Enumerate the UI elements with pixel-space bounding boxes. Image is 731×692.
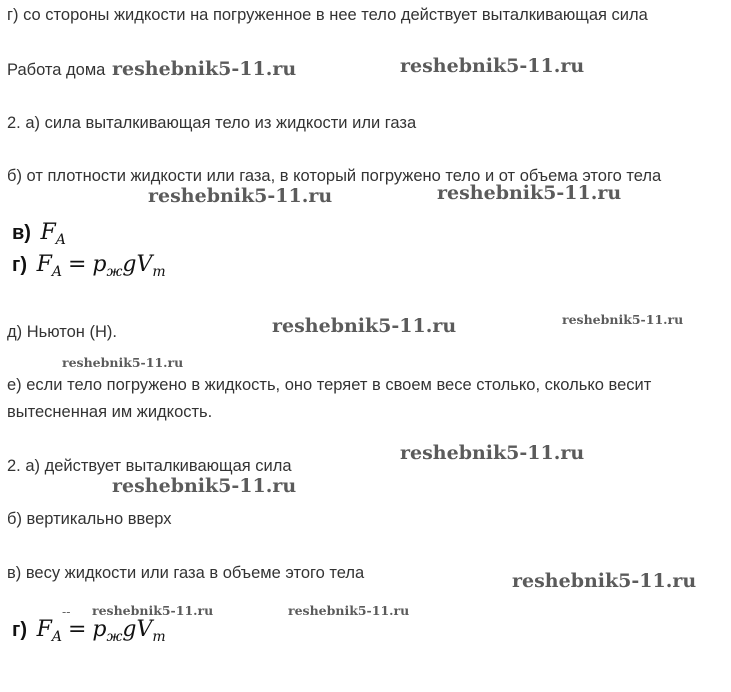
watermark: reshebnik5-11.ru <box>62 355 184 370</box>
watermark: reshebnik5-11.ru <box>288 603 410 618</box>
watermark: reshebnik5-11.ru <box>92 603 214 618</box>
dash-mark: -- <box>62 604 71 619</box>
watermark: reshebnik5-11.ru <box>512 570 697 592</box>
watermark: reshebnik5-11.ru <box>437 182 622 204</box>
watermark: reshebnik5-11.ru <box>400 55 585 77</box>
watermark: reshebnik5-11.ru <box>112 58 297 80</box>
formula-v <box>12 220 66 248</box>
answer-line-b: б) от плотности жидкости или газа, в который погружено тело и от объема этого тела <box>7 167 662 185</box>
homework-heading: Работа дома <box>7 61 106 79</box>
watermark: reshebnik5-11.ru <box>272 315 457 337</box>
formula-g-second <box>12 617 166 645</box>
answer-line-b-second: б) вертикально вверх <box>7 510 172 528</box>
watermark: reshebnik5-11.ru <box>400 442 585 464</box>
answer-line-d: д) Ньютон (Н). <box>7 323 117 341</box>
answer-line-e: е) если тело погружено в жидкость, оно теряет в своем весе столько, сколько весит вытесненная им жидкость. <box>7 376 652 421</box>
formula-label: г) <box>12 254 27 276</box>
archimedes-formula: $F_A = p_жgV_m$ <box>36 252 166 280</box>
answer-line-2a: 2. а) сила выталкивающая тело из жидкости или газа <box>7 114 417 132</box>
watermark: reshebnik5-11.ru <box>562 312 684 327</box>
answer-line-g: г) со стороны жидкости на погруженное в нее тело действует выталкивающая сила <box>7 6 648 24</box>
archimedes-formula: $F_A = p_жgV_m$ <box>36 617 166 645</box>
answer-line-v: в) весу жидкости или газа в объеме этого тела <box>7 564 365 582</box>
watermark: reshebnik5-11.ru <box>148 185 333 207</box>
formula-g <box>12 252 166 280</box>
answer-line-2a-second: 2. а) действует выталкивающая сила <box>7 457 292 475</box>
formula-label: в) <box>12 222 31 244</box>
watermark: reshebnik5-11.ru <box>112 475 297 497</box>
formula-label: г) <box>12 619 27 641</box>
archimedes-force-symbol: $F_A$ <box>40 220 66 248</box>
